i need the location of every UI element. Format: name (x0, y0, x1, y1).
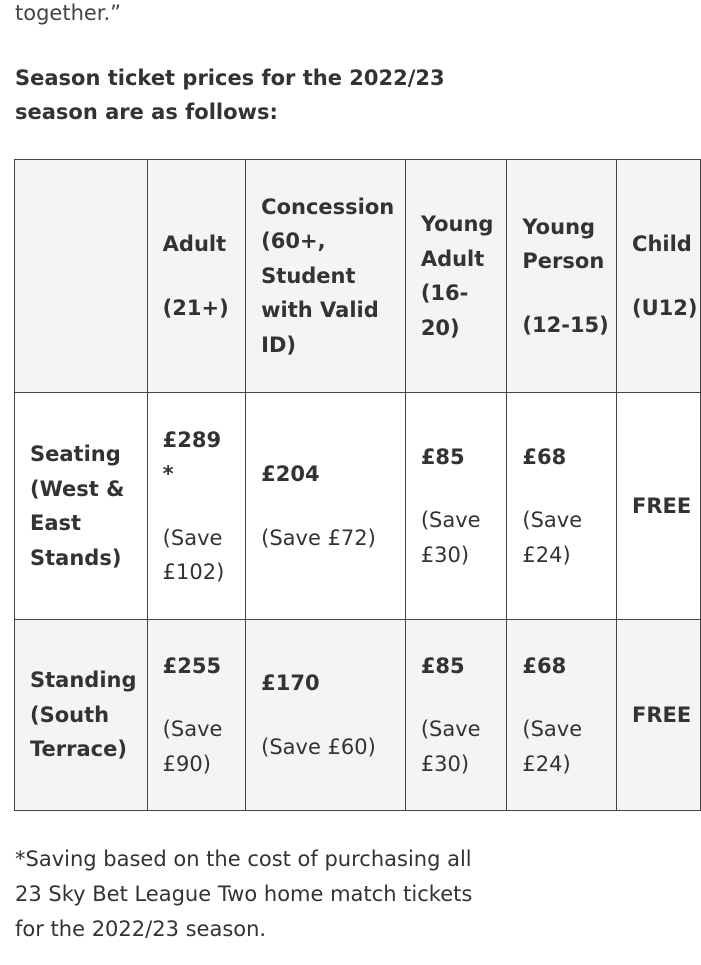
header-line: with Valid (261, 298, 379, 323)
price-value: £85 (420, 444, 465, 469)
header-young-person (507, 160, 617, 393)
saving-text: (Save (522, 717, 583, 742)
price-value: £255 (162, 653, 222, 678)
price-cell-standing-young-person (507, 620, 617, 811)
header-adult-age: (21+) (162, 295, 229, 320)
saving-text: £24) (522, 542, 571, 567)
price-value: £85 (420, 653, 465, 678)
price-cell-standing-adult (147, 620, 245, 811)
header-concession (246, 160, 406, 393)
header-line: Student (261, 263, 356, 288)
saving-text: (Save (162, 717, 223, 742)
saving-text: £90) (162, 751, 211, 776)
price-value: FREE (632, 493, 692, 518)
header-adult-label: Adult (162, 232, 227, 256)
price-cell-seating-adult (147, 393, 245, 620)
price-cell-seating-young-person (507, 393, 617, 620)
row-label-line: East (30, 511, 82, 535)
header-young-person-age: (12-15) (522, 312, 609, 337)
header-line: ID) (261, 332, 296, 357)
price-cell-standing-young-adult (405, 620, 507, 811)
price-cell-seating-child (617, 393, 701, 620)
header-adult (147, 160, 245, 393)
saving-text: £30) (420, 751, 470, 776)
header-line: Young (522, 214, 596, 239)
row-label-line: (South (30, 702, 110, 727)
price-value: £170 (261, 671, 320, 695)
saving-text: (Save £60) (261, 734, 376, 759)
saving-text: (Save (420, 508, 481, 533)
header-child-label: Child (632, 232, 692, 256)
row-label-line: (West & (30, 476, 125, 501)
intro-paragraph-end: together.” (15, 1, 122, 25)
price-cell-seating-concession (246, 393, 406, 620)
saving-text: (Save (522, 508, 583, 533)
saving-text: £30) (420, 542, 470, 567)
table-row-standing (15, 620, 701, 811)
header-child (617, 160, 701, 393)
price-cell-standing-concession (246, 620, 406, 811)
row-label-line: Standing (30, 668, 137, 693)
header-line: (60+, (261, 229, 326, 254)
price-value: £68 (522, 653, 567, 678)
price-footnote-marker: * (162, 462, 174, 486)
saving-footnote: *Saving based on the cost of purchasing all 23 Sky Bet League Two home match tickets for the 2022/23 season. (15, 847, 473, 941)
season-ticket-price-table (14, 159, 701, 811)
price-value: £289 (162, 427, 222, 452)
price-cell-standing-child (617, 620, 701, 811)
price-value: £68 (522, 444, 567, 469)
header-cell-empty (15, 160, 148, 393)
price-value: £204 (261, 462, 320, 486)
row-label-line: Terrace) (30, 737, 127, 762)
table-row-seating (15, 393, 701, 620)
saving-text: £24) (522, 751, 571, 776)
saving-text: (Save (420, 717, 481, 742)
header-line: Person (522, 249, 605, 274)
saving-text: (Save (162, 525, 223, 550)
row-label-line: Seating (30, 442, 121, 466)
header-line: 20) (420, 315, 460, 340)
header-young-adult (405, 160, 507, 393)
saving-text: £102) (162, 560, 225, 584)
price-value: FREE (632, 702, 692, 727)
price-cell-seating-young-adult (405, 393, 507, 620)
header-line: Young (420, 212, 494, 236)
header-line: Concession (261, 194, 395, 219)
header-line: Adult (420, 246, 485, 271)
prices-lead-text: Season ticket prices for the 2022/23 season are as follows: (15, 66, 445, 124)
table-header-row (15, 160, 701, 393)
header-line: (16- (420, 281, 469, 305)
row-label-standing (15, 620, 148, 811)
row-label-line: Stands) (30, 545, 122, 570)
saving-text: (Save £72) (261, 525, 376, 550)
row-label-seating (15, 393, 148, 620)
header-child-age: (U12) (632, 295, 698, 320)
